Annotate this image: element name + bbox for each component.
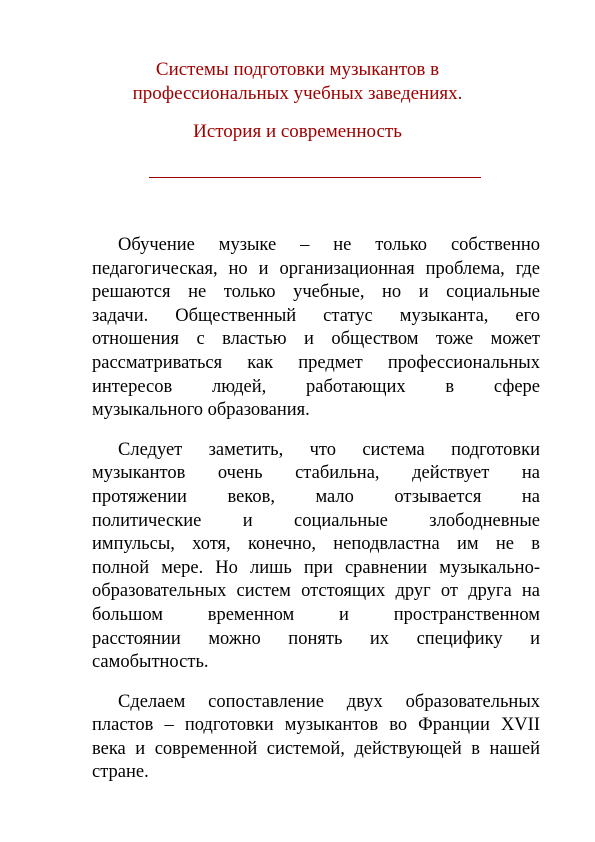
paragraph-line: полной мере. Но лишь при сравнении музыкально- — [92, 557, 540, 578]
paragraph-line: образовательных систем отстоящих друг от друга на — [92, 581, 540, 602]
paragraph-line: Обучение музыке – не только собственно — [118, 235, 540, 255]
paragraph — [92, 234, 540, 423]
paragraph-line: самобытность. — [92, 652, 209, 673]
paragraph-line: музыкального образования. — [92, 400, 310, 421]
title-divider — [149, 177, 481, 178]
paragraph-line: импульсы, хотя, конечно, неподвластна им не в — [92, 534, 540, 555]
title-line: профессиональных учебных заведениях. — [132, 83, 463, 104]
paragraph-line: отношения с властью и обществом тоже может — [92, 329, 540, 350]
paragraph-line: интересов людей, работающих в сфере — [92, 376, 540, 397]
paragraph-line: решаются не только учебные, но и социальные — [92, 282, 540, 303]
paragraph-line: политические и социальные злободневные — [92, 510, 540, 531]
paragraph — [92, 439, 540, 675]
paragraph-line: большом временном и пространственном — [92, 604, 540, 625]
paragraph-line: Сделаем сопоставление двух образовательных — [118, 691, 540, 712]
paragraph-line: расстоянии можно понять их специфику и — [92, 628, 540, 649]
document-body — [92, 234, 540, 801]
paragraph-line: музыкантов очень стабильна, действует на — [92, 463, 540, 484]
title-line: Системы подготовки музыкантов в — [155, 59, 440, 80]
paragraph-line: педагогическая, но и организационная проблема, где — [92, 258, 540, 279]
document-title — [0, 58, 595, 106]
paragraph-line: задачи. Общественный статус музыканта, его — [92, 305, 540, 326]
paragraph-line: стране. — [92, 762, 149, 783]
paragraph — [92, 691, 540, 785]
paragraph-line: пластов – подготовки музыкантов во Франции XVII — [92, 715, 540, 736]
paragraph-line: века и современной системой, действующей в нашей — [92, 738, 540, 759]
paragraph-line: рассматриваться как предмет профессиональных — [92, 352, 540, 373]
paragraph-line: протяжении веков, мало отзывается на — [92, 486, 540, 507]
paragraph-line: Следует заметить, что система подготовки — [118, 439, 540, 460]
document-subtitle: История и современность — [193, 121, 402, 142]
